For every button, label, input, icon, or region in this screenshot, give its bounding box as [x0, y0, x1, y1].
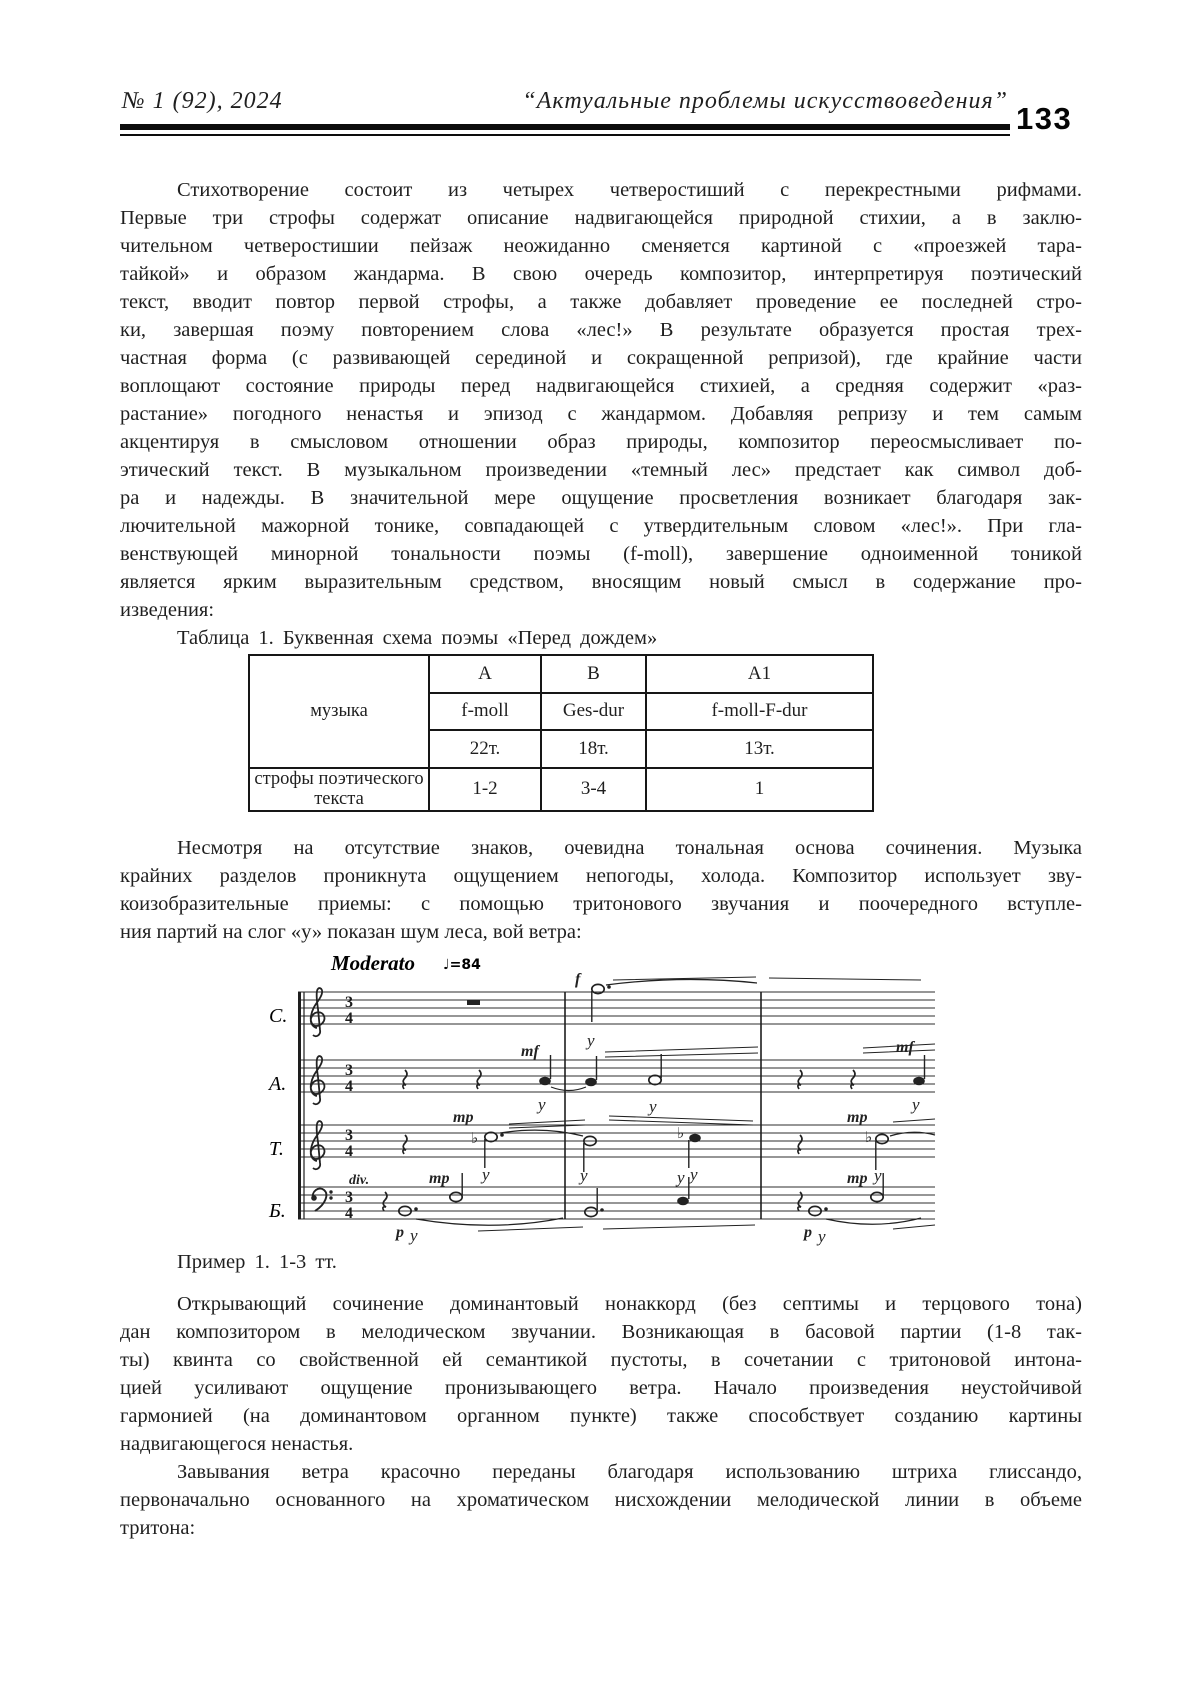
- dynamic-marking: mp: [453, 1109, 474, 1126]
- svg-text:4: 4: [345, 1078, 353, 1095]
- text-line: ты) квинта со свойственной ей семантикой пустоты, в сочетании с тритоновой интона-: [120, 1349, 1082, 1371]
- voice-label-tenor: Т.: [269, 1138, 284, 1160]
- paragraph-1: [120, 176, 1082, 624]
- svg-text:3: 3: [345, 1127, 353, 1144]
- text-line: лючительной мажорной тонике, совпадающей с утвердительным словом «лес!». При гла-: [120, 515, 1082, 537]
- voice-label-alto: А.: [269, 1073, 287, 1095]
- dynamic-marking: mp: [429, 1170, 450, 1187]
- text-line: Несмотря на отсутствие знаков, очевидна тональная основа сочинения. Музыка: [177, 837, 1082, 859]
- svg-text:3: 3: [345, 994, 353, 1011]
- bass-notes: [349, 1168, 935, 1246]
- svg-text:3: 3: [345, 1189, 353, 1206]
- text-line: первоначально основанного на хроматическом нисхождении мелодической линии в объеме: [120, 1489, 1082, 1511]
- header-rule-thick: [120, 124, 1010, 130]
- journal-title: “Актуальные проблемы искусствоведения”: [522, 88, 1008, 114]
- table-cell: 1-2: [429, 768, 541, 811]
- dynamic-marking: mf: [896, 1039, 914, 1056]
- table-cell: 3-4: [541, 768, 646, 811]
- text-line: ки, завершая поэму повторением слова «лес!» В результате образуется простая трех-: [120, 319, 1082, 341]
- lyric-syllable: у: [538, 1095, 546, 1114]
- text-line: тайкой» и образом жандарма. В свою очередь композитор, интерпретируя поэтический: [120, 263, 1082, 285]
- table-caption: Таблица 1. Буквенная схема поэмы «Перед дождем»: [177, 627, 658, 649]
- text-line: воплощают состояние природы перед надвигающейся стихией, а средняя содержит «раз-: [120, 375, 1082, 397]
- bass-clef-icon: [311, 1189, 333, 1211]
- metronome-marking: ♩=84: [443, 957, 481, 973]
- text-line: Открывающий сочинение доминантовый нонаккорд (без септимы и терцового тона): [177, 1293, 1082, 1315]
- paragraph-2: [120, 834, 1082, 946]
- text-line: крайних разделов проникнута ощущением непогоды, холода. Композитор использует зву-: [120, 865, 1082, 887]
- text-line: этический текст. В музыкальном произведении «темный лес» предстает как символ доб-: [120, 459, 1082, 481]
- text-line: гармонией (на доминантовом органном пункте) также способствует созданию картины: [120, 1405, 1082, 1427]
- form-schema-table: [248, 654, 874, 812]
- text-line: растание» погодного ненастья и эпизод с жандармом. Добавляя репризу и тем самым: [120, 403, 1082, 425]
- table-row: [249, 768, 873, 811]
- text-line: акцентируя в смысловом отношении образ природы, композитор переосмысливает по-: [120, 431, 1082, 453]
- header-rule-thin: [120, 134, 1010, 136]
- svg-text:3: 3: [345, 1062, 353, 1079]
- lyric-syllable: у: [580, 1166, 588, 1185]
- text-line: Завывания ветра красочно переданы благодаря использованию штриха глиссандо,: [177, 1461, 1082, 1483]
- table-cell: 22т.: [429, 730, 541, 768]
- lyric-syllable: у: [482, 1165, 490, 1184]
- text-line: тритона:: [120, 1517, 196, 1539]
- dynamic-marking: p: [396, 1224, 404, 1241]
- text-line: ра и надежды. В значительной мере ощущение просветления возникает благодаря зак-: [120, 487, 1082, 509]
- text-line: текст, вводит повтор первой строфы, а также добавляет проведение ее последней стро-: [120, 291, 1082, 313]
- text-line: цией усиливают ощущение пронизывающего ветра. Начало произведения неустойчивой: [120, 1377, 1082, 1399]
- treble-clef-icon: [311, 988, 325, 1036]
- text-line: Стихотворение состоит из четырех четверостиший с перекрестными рифмами.: [177, 179, 1082, 201]
- dynamic-marking: mp: [847, 1109, 868, 1126]
- dynamic-marking: p: [804, 1224, 812, 1241]
- dynamic-marking: mp: [847, 1170, 868, 1187]
- text-line: частная форма (с развивающей серединой и сокращенной репризой), где крайние части: [120, 347, 1082, 369]
- staff-lines: [298, 992, 935, 1219]
- flat-accidental-icon: ♭: [471, 1129, 479, 1147]
- table-row: [249, 655, 873, 693]
- example-caption: Пример 1. 1-3 тт.: [177, 1251, 337, 1273]
- table-cell: Ges-dur: [541, 693, 646, 730]
- issue-number: № 1 (92), 2024: [122, 88, 283, 114]
- lyric-syllable: у: [912, 1095, 920, 1114]
- table-cell: 13т.: [646, 730, 873, 768]
- dynamic-marking: f: [575, 971, 581, 988]
- voice-label-soprano: С.: [269, 1005, 288, 1027]
- tempo-marking: Moderato: [331, 951, 415, 975]
- music-example-image: [253, 940, 943, 1246]
- table-cell: A: [429, 655, 541, 693]
- row-label-strophes: строфы поэтического текста: [249, 768, 429, 811]
- lyric-syllable: у: [410, 1226, 418, 1245]
- text-line: коизобразительные приемы: с помощью тритонового звучания и поочередного вступле-: [120, 893, 1082, 915]
- text-line: изведения:: [120, 599, 215, 621]
- text-line: венствующей минорной тональности поэмы (f-moll), завершение одноименной тоникой: [120, 543, 1082, 565]
- treble-clef-icon: [311, 1056, 325, 1104]
- row-label-music: музыка: [249, 655, 429, 768]
- voice-label-bass: Б.: [269, 1200, 286, 1222]
- table-cell: f-moll: [429, 693, 541, 730]
- dynamic-marking: mf: [521, 1043, 539, 1060]
- table-cell: 18т.: [541, 730, 646, 768]
- flat-accidental-icon: ♭: [677, 1124, 685, 1142]
- lyric-syllable: у: [649, 1097, 657, 1116]
- svg-text:4: 4: [345, 1143, 353, 1160]
- table-cell: 1: [646, 768, 873, 811]
- soprano-notes: [467, 971, 921, 1050]
- lyric-syllable: у: [874, 1166, 882, 1185]
- page-number: 133: [1016, 101, 1073, 136]
- text-line: чительном четверостишии пейзаж неожиданно сменяется картиной с «проезжей тара-: [120, 235, 1082, 257]
- treble-clef-icon: [311, 1121, 325, 1169]
- svg-text:4: 4: [345, 1010, 353, 1027]
- text-line: является ярким выразительным средством, вносящим новый смысл в содержание про-: [120, 571, 1082, 593]
- lyric-syllable: у: [677, 1168, 685, 1187]
- divisi-marking: div.: [349, 1173, 370, 1188]
- text-line: дан композитором в мелодическом звучании. Возникающая в басовой партии (1-8 так-: [120, 1321, 1082, 1343]
- text-line: ния партий на слог «у» показан шум леса, вой ветра:: [120, 921, 582, 943]
- paragraph-4: [120, 1458, 1082, 1542]
- svg-text:4: 4: [345, 1205, 353, 1222]
- alto-notes: [403, 1039, 935, 1116]
- music-score: [253, 940, 943, 1246]
- flat-accidental-icon: ♭: [865, 1128, 873, 1146]
- lyric-syllable: у: [818, 1227, 826, 1246]
- lyric-syllable: у: [690, 1165, 698, 1184]
- paragraph-3: [120, 1290, 1082, 1458]
- text-line: надвигающегося ненастья.: [120, 1433, 354, 1455]
- table-cell: A1: [646, 655, 873, 693]
- table-cell: f-moll-F-dur: [646, 693, 873, 730]
- text-line: Первые три строфы содержат описание надвигающейся природной стихии, а в заклю-: [120, 207, 1082, 229]
- lyric-syllable: у: [587, 1031, 595, 1050]
- table-cell: B: [541, 655, 646, 693]
